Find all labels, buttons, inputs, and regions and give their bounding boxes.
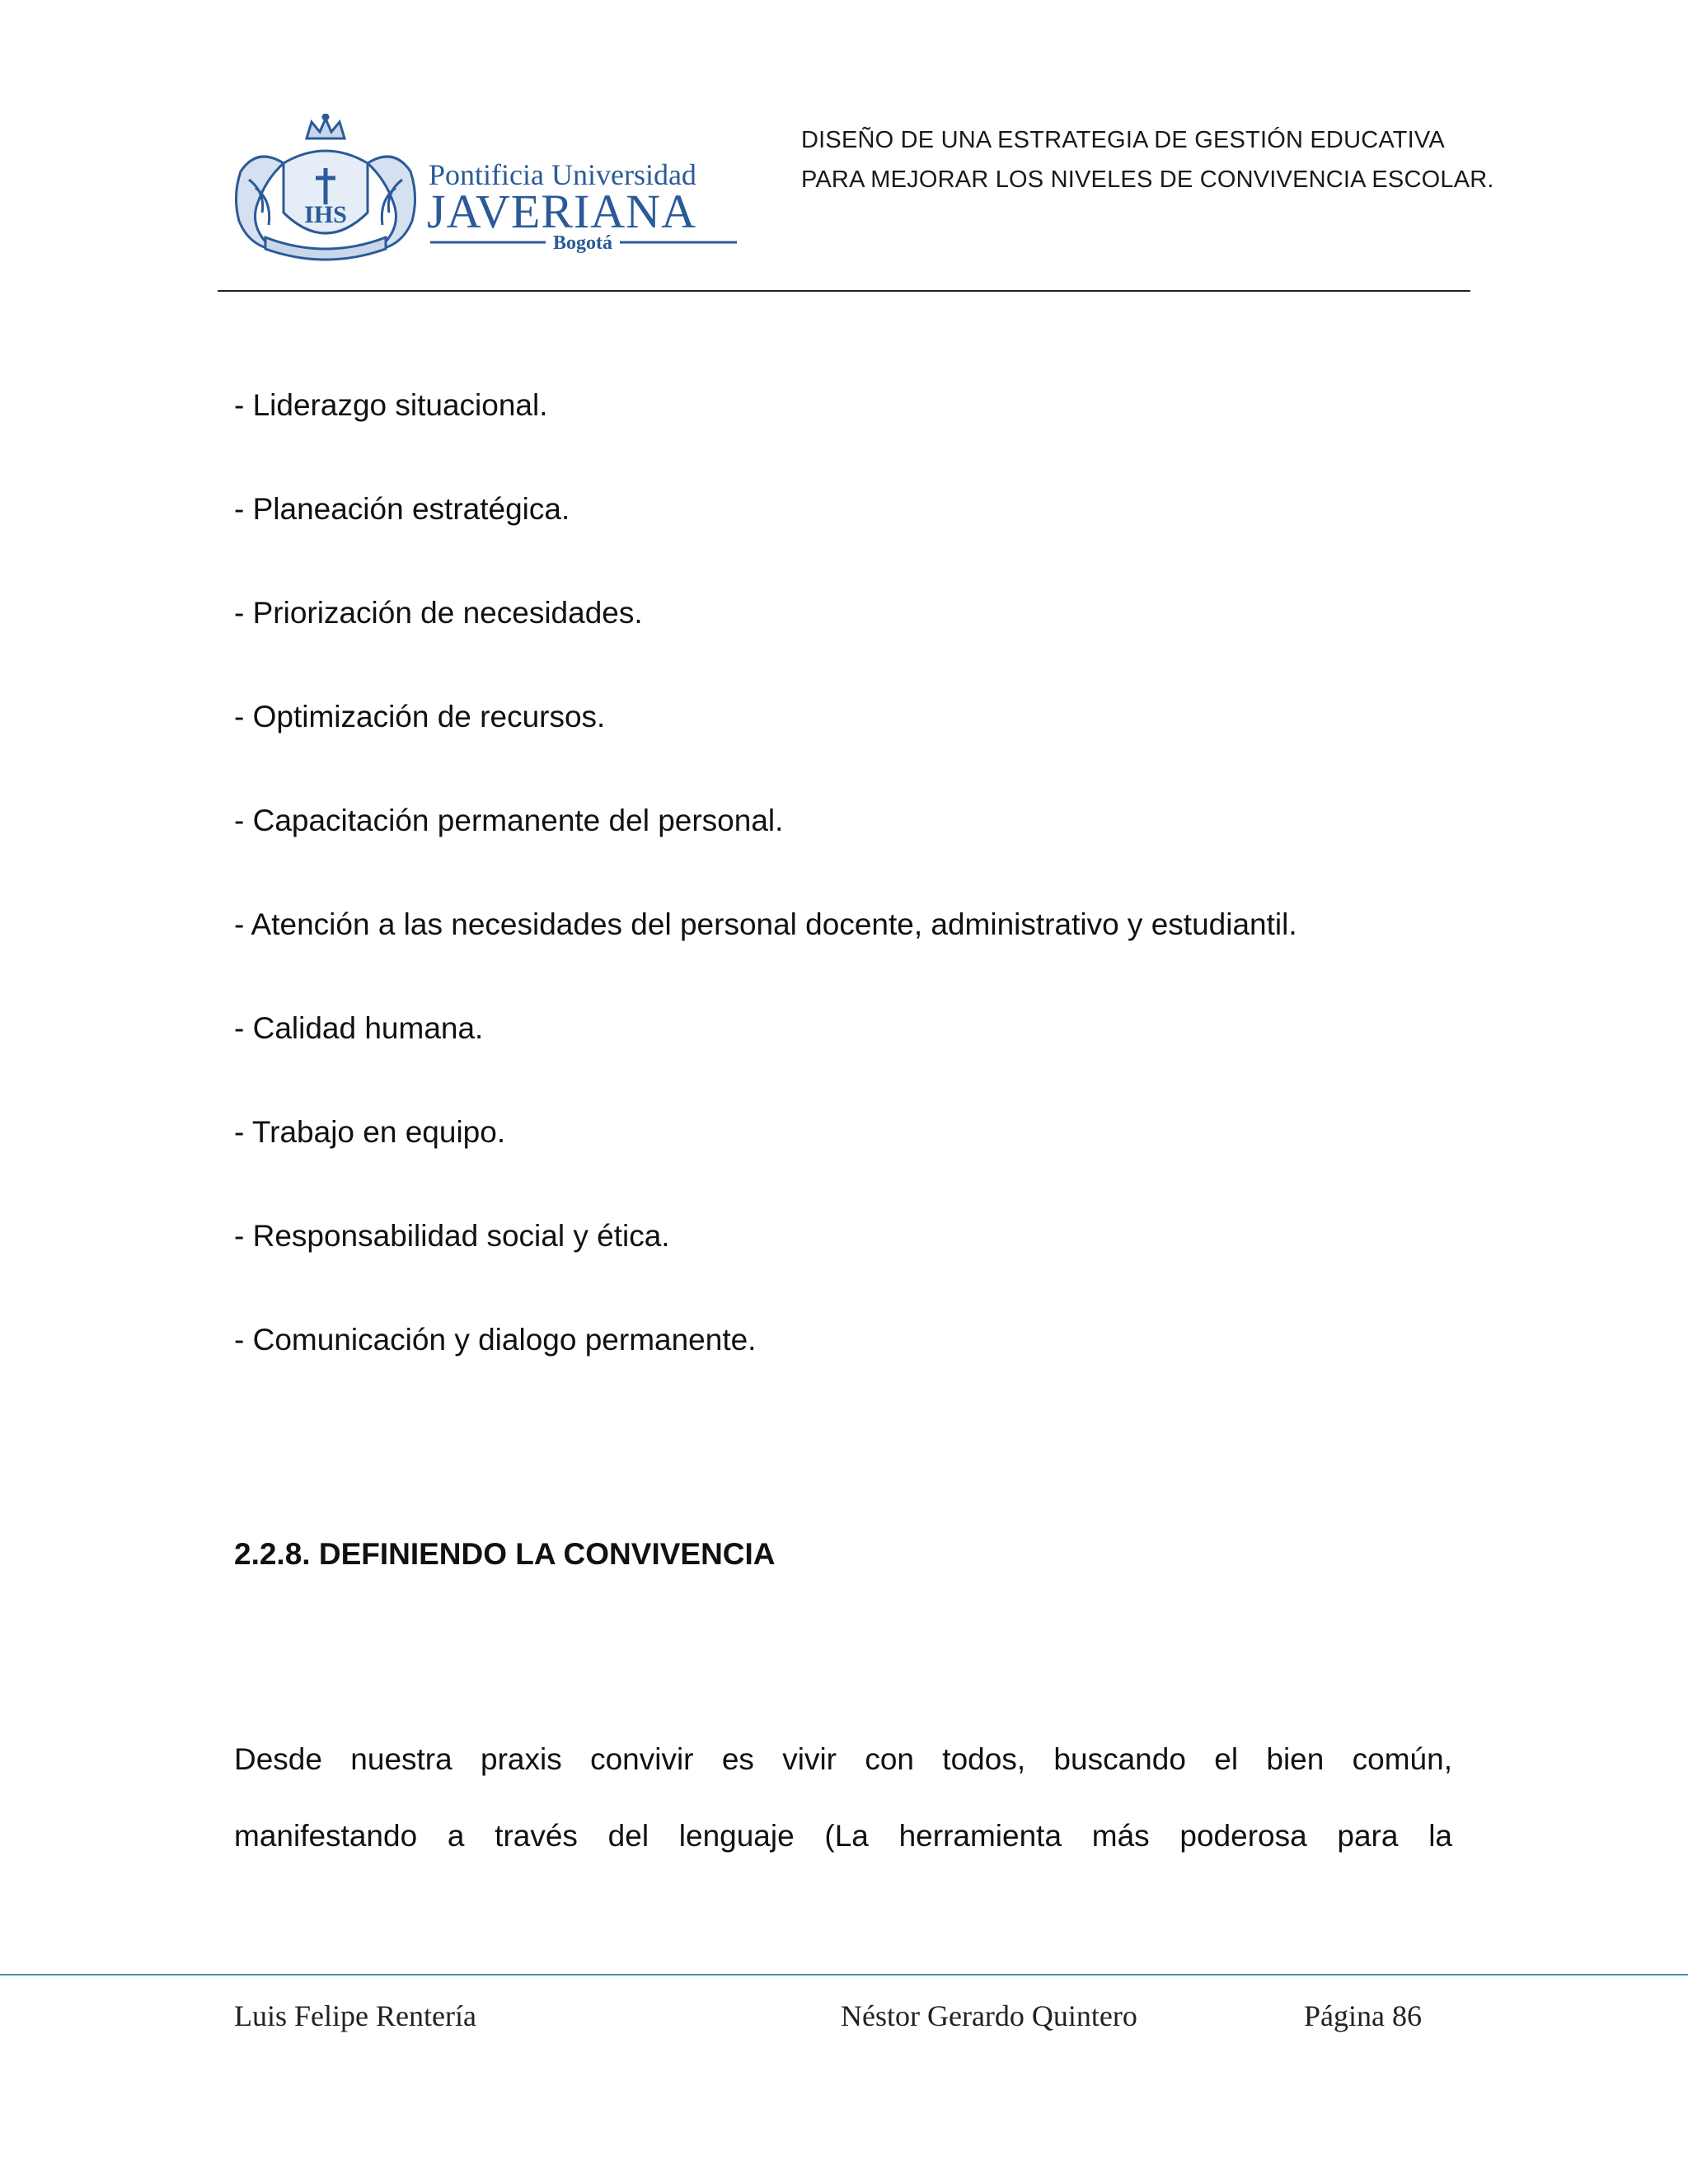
footer-author-1: Luis Felipe Rentería: [234, 1999, 476, 2032]
bullet-list: [234, 387, 1470, 1426]
list-item: - Priorización de necesidades.: [234, 596, 643, 630]
footer-divider: [0, 1974, 1688, 1975]
list-item: - Capacitación permanente del personal.: [234, 804, 784, 837]
logo-university-name: Pontificia Universidad: [429, 158, 696, 191]
logo-javeriana: JAVERIANA: [427, 185, 696, 238]
list-item: - Atención a las necesidades del personal docente, administrativo y estudiantil.: [234, 907, 1297, 941]
page-number: Página 86: [1304, 1999, 1422, 2032]
list-item: - Planeación estratégica.: [234, 492, 570, 526]
footer-author-2: Néstor Gerardo Quintero: [841, 1999, 1137, 2032]
logo-bogota: Bogotá: [553, 232, 612, 254]
list-item: - Responsabilidad social y ética.: [234, 1219, 670, 1253]
header-divider: [218, 290, 1470, 292]
list-item: - Comunicación y dialogo permanente.: [234, 1323, 757, 1357]
university-logo: [232, 114, 743, 264]
running-title: [801, 120, 1494, 199]
paragraph-line-2: manifestando a través del lenguaje (La herramienta más poderosa para la: [234, 1819, 1452, 1853]
body-paragraph: [234, 1721, 1452, 1874]
list-item: - Calidad humana.: [234, 1011, 484, 1045]
list-item: - Optimización de recursos.: [234, 700, 606, 733]
running-title-line-2: PARA MEJORAR LOS NIVELES DE CONVIVENCIA ESCOLAR.: [801, 166, 1494, 193]
paragraph-line-1: Desde nuestra praxis convivir es vivir con todos, buscando el bien común,: [234, 1742, 1452, 1776]
section-heading: 2.2.8. DEFINIENDO LA CONVIVENCIA: [234, 1537, 776, 1571]
running-title-line-1: DISEÑO DE UNA ESTRATEGIA DE GESTIÓN EDUCATIVA: [801, 127, 1445, 153]
list-item: - Liderazgo situacional.: [234, 388, 548, 422]
crest-ihs-text: IHS: [304, 201, 347, 228]
list-item: - Trabajo en equipo.: [234, 1115, 506, 1149]
javeriana-crest-icon: [232, 114, 743, 264]
